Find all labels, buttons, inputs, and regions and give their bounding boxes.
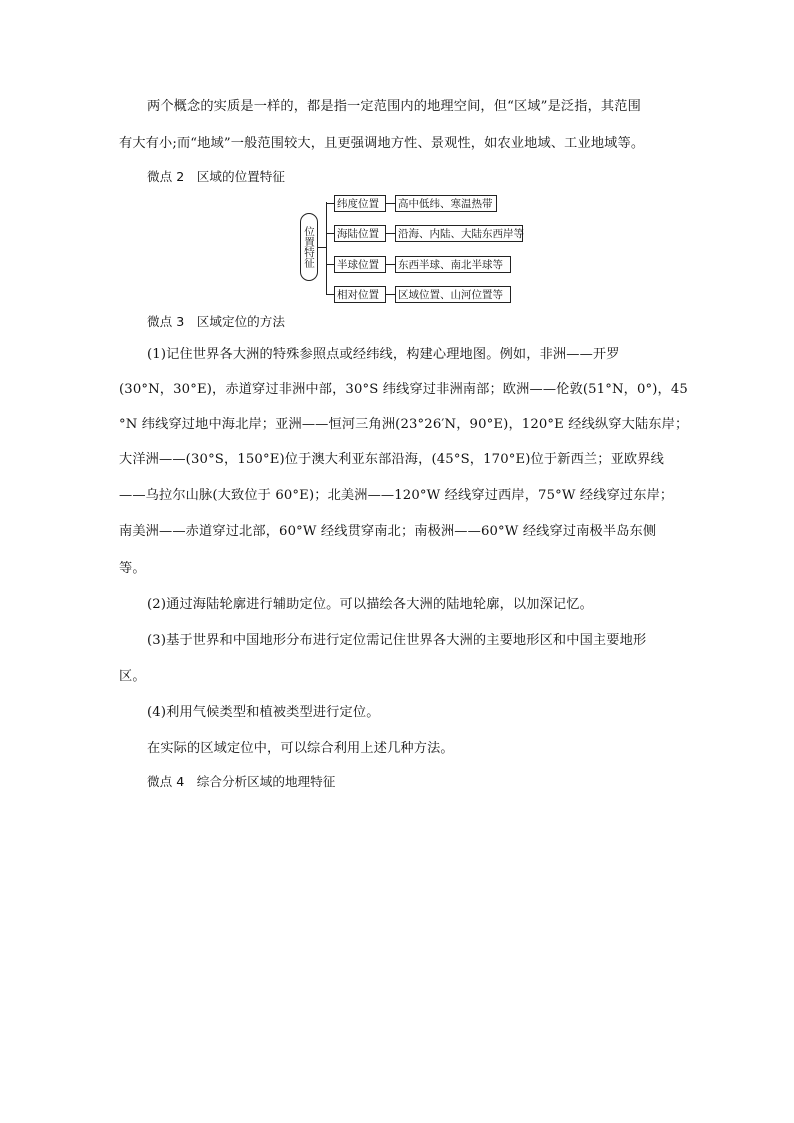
diagram-detail-relative: 区域位置、山河位置等	[395, 286, 511, 303]
paragraph-line: 南美洲——赤道穿过北部，60°W 经线贯穿南北；南极洲——60°W 经线穿过南极半岛东侧	[119, 524, 657, 539]
paragraph-line: 两个概念的实质是一样的，都是指一定范围内的地理空间，但“区域”是泛指，其范围	[147, 99, 641, 114]
connector-bracket	[326, 202, 327, 294]
paragraph-line: (4)利用气候类型和植被类型进行定位。	[147, 705, 380, 720]
paragraph-line: 大洋洲——(30°S，150°E)位于澳大利亚东部沿海，(45°S，170°E)位于新西兰；亚欧界线	[119, 452, 664, 467]
position-features-diagram	[298, 188, 528, 310]
section-heading-2: 微点 2 区域的位置特征	[147, 169, 285, 184]
diagram-root-label: 位置特征	[303, 226, 315, 268]
connector-line	[386, 233, 395, 234]
connector-line	[386, 203, 395, 204]
paragraph-line: 在实际的区域定位中，可以综合利用上述几种方法。	[147, 741, 454, 756]
paragraph-line: (3)基于世界和中国地形分布进行定位需记住世界各大洲的主要地形区和中国主要地形	[147, 633, 647, 648]
diagram-item-relative: 相对位置	[334, 286, 386, 303]
diagram-detail-latitude: 高中低纬、寒温热带	[395, 195, 497, 212]
paragraph-line: 区。	[119, 669, 146, 684]
paragraph-line: (2)通过海陆轮廓进行辅助定位。可以描绘各大洲的陆地轮廓，以加深记忆。	[147, 597, 593, 612]
connector-line	[326, 264, 334, 265]
diagram-detail-hemisphere: 东西半球、南北半球等	[395, 256, 511, 273]
paragraph-line: (30°N，30°E)，赤道穿过非洲中部，30°S 纬线穿过非洲南部；欧洲——伦敦(51°N，0°)，45	[119, 382, 688, 397]
paragraph-line: 等。	[119, 561, 146, 576]
section-heading-3: 微点 3 区域定位的方法	[147, 314, 285, 329]
paragraph-line: ——乌拉尔山脉(大致位于 60°E)；北美洲——120°W 经线穿过西岸，75°W 经线穿过东岸；	[119, 488, 674, 503]
paragraph-line: (1)记住世界各大洲的特殊参照点或经纬线，构建心理地图。例如，非洲——开罗	[147, 347, 620, 362]
paragraph-line: 有大有小;而“地域”一般范围较大，且更强调地方性、景观性，如农业地域、工业地域等。	[119, 136, 645, 151]
diagram-root-box	[300, 213, 318, 281]
connector-line	[318, 247, 326, 248]
connector-line	[386, 264, 395, 265]
diagram-detail-land-sea: 沿海、内陆、大陆东西岸等	[395, 225, 523, 242]
diagram-item-hemisphere: 半球位置	[334, 256, 386, 273]
diagram-item-latitude: 纬度位置	[334, 195, 386, 212]
section-heading-4: 微点 4 综合分析区域的地理特征	[147, 774, 336, 789]
paragraph-line: °N 纬线穿过地中海北岸；亚洲——恒河三角洲(23°26′N，90°E)，120°E 经线纵穿大陆东岸；	[119, 417, 689, 432]
connector-line	[386, 294, 395, 295]
connector-line	[326, 203, 334, 204]
connector-line	[326, 233, 334, 234]
diagram-item-land-sea: 海陆位置	[334, 225, 386, 242]
connector-line	[326, 294, 334, 295]
